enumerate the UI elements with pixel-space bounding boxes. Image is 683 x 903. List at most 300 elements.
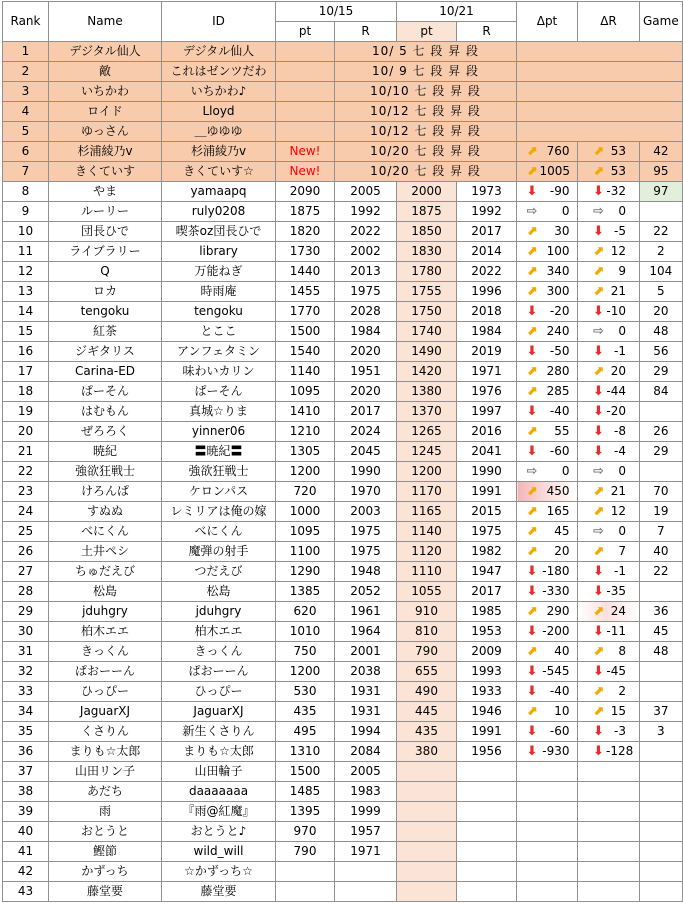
delta-r-value: 0	[618, 464, 626, 478]
pt-1015-cell: 1200	[276, 662, 335, 682]
delta-r-cell	[578, 842, 640, 862]
delta-r-value: -128	[606, 744, 634, 758]
name-cell: 紅茶	[49, 322, 162, 342]
pt-1021-cell: 1420	[397, 362, 457, 382]
pt-1021-cell: 1850	[397, 222, 457, 242]
name-cell: 雨	[49, 802, 162, 822]
r-1021-cell: 2009	[457, 642, 517, 662]
rank-cell: 42	[3, 862, 49, 882]
promotion-text: 10/12 七 段 昇 段	[335, 102, 517, 122]
arrow-down-icon: ⬇	[593, 424, 604, 439]
id-cell: ぱーそん	[162, 382, 276, 402]
pt-1015-cell: 1310	[276, 742, 335, 762]
delta-pt-value: -20	[549, 304, 570, 318]
delta-r-value: -4	[614, 444, 626, 458]
pt-1021-cell	[397, 802, 457, 822]
table-row	[3, 462, 683, 482]
delta-pt-cell	[517, 662, 578, 682]
delta-pt-value: -40	[549, 404, 570, 418]
r-1021-cell: 1982	[457, 542, 517, 562]
name-cell: まりも☆太郎	[49, 742, 162, 762]
delta-pt-cell	[517, 482, 578, 502]
delta-pt-cell	[517, 242, 578, 262]
name-cell: ぜろろく	[49, 422, 162, 442]
delta-pt-cell	[517, 762, 578, 782]
name-cell: 団長ひで	[49, 222, 162, 242]
delta-r-value: -11	[606, 624, 626, 638]
rank-cell: 28	[3, 582, 49, 602]
promotion-strike	[517, 82, 683, 102]
delta-r-cell	[578, 402, 640, 422]
pt-1021-cell: 435	[397, 722, 457, 742]
pt-1021-cell: 1120	[397, 542, 457, 562]
delta-r-cell	[578, 722, 640, 742]
rank-cell: 24	[3, 502, 49, 522]
delta-r-cell	[578, 522, 640, 542]
name-cell: ルーリー	[49, 202, 162, 222]
rank-cell: 1	[3, 42, 49, 62]
delta-r-cell	[578, 862, 640, 882]
table-body	[3, 2, 683, 902]
r-1015-cell: 1964	[335, 622, 397, 642]
name-cell: 敵	[49, 62, 162, 82]
game-cell: 22	[640, 222, 683, 242]
delta-r-cell	[578, 502, 640, 522]
delta-pt-cell	[517, 342, 578, 362]
pt-1021-cell: 1140	[397, 522, 457, 542]
delta-r-value: -5	[614, 224, 626, 238]
rank-cell: 21	[3, 442, 49, 462]
delta-r-cell	[578, 802, 640, 822]
name-cell: かずっち	[49, 862, 162, 882]
game-cell: 48	[640, 642, 683, 662]
name-cell: ゆっさん	[49, 122, 162, 142]
rank-cell: 16	[3, 342, 49, 362]
pt-1015-cell: 720	[276, 482, 335, 502]
new-badge	[276, 82, 335, 102]
arrow-up-right-icon: ⬈	[526, 424, 538, 439]
game-cell: 84	[640, 382, 683, 402]
delta-r-cell	[578, 562, 640, 582]
id-cell: ＿ゆゆゆ	[162, 122, 276, 142]
new-badge	[276, 62, 335, 82]
pt-1015-cell: 1305	[276, 442, 335, 462]
delta-pt-cell	[517, 162, 578, 182]
name-cell: JaguarXJ	[49, 702, 162, 722]
r-1021-cell	[457, 842, 517, 862]
arrow-up-right-icon: ⬈	[526, 144, 538, 159]
rank-cell: 9	[3, 202, 49, 222]
arrow-down-icon: ⬇	[593, 724, 604, 739]
game-cell	[640, 662, 683, 682]
new-badge	[276, 102, 335, 122]
id-cell: 強欲狂戦士	[162, 462, 276, 482]
name-cell: べにくん	[49, 522, 162, 542]
header-pt-1021: pt	[397, 22, 457, 42]
pt-1021-cell: 2000	[397, 182, 457, 202]
delta-pt-cell	[517, 502, 578, 522]
id-cell: jduhgry	[162, 602, 276, 622]
promotion-text: 10/12 七 段 昇 段	[335, 122, 517, 142]
pt-1021-cell: 1380	[397, 382, 457, 402]
arrow-up-right-icon: ⬈	[526, 644, 538, 659]
delta-r-value: 7	[618, 544, 626, 558]
r-1021-cell: 1991	[457, 722, 517, 742]
pt-1021-cell: 1110	[397, 562, 457, 582]
pt-1021-cell	[397, 822, 457, 842]
rank-cell: 14	[3, 302, 49, 322]
delta-pt-cell	[517, 602, 578, 622]
delta-r-cell	[578, 382, 640, 402]
pt-1015-cell: 1540	[276, 342, 335, 362]
r-1021-cell: 1990	[457, 462, 517, 482]
r-1015-cell: 2020	[335, 342, 397, 362]
delta-pt-cell	[517, 862, 578, 882]
pt-1021-cell: 790	[397, 642, 457, 662]
name-cell: けろんぱ	[49, 482, 162, 502]
arrow-down-icon: ⬇	[593, 444, 604, 459]
id-cell: 万能ねぎ	[162, 262, 276, 282]
arrow-right-icon: ⇨	[593, 324, 604, 339]
r-1021-cell: 1975	[457, 522, 517, 542]
table-row	[3, 482, 683, 502]
name-cell: ぱおーーん	[49, 662, 162, 682]
arrow-up-right-icon: ⬈	[593, 604, 604, 619]
delta-pt-value: 1005	[539, 164, 571, 178]
r-1021-cell: 1985	[457, 602, 517, 622]
delta-pt-cell	[517, 542, 578, 562]
delta-pt-cell	[517, 522, 578, 542]
rank-cell: 41	[3, 842, 49, 862]
delta-pt-value: -545	[542, 664, 570, 678]
pt-1015-cell: 1500	[276, 322, 335, 342]
name-cell: 藤堂要	[49, 882, 162, 902]
pt-1015-cell: 1395	[276, 802, 335, 822]
rank-cell: 7	[3, 162, 49, 182]
delta-pt-cell	[517, 202, 578, 222]
r-1015-cell: 1990	[335, 462, 397, 482]
id-cell: yinner06	[162, 422, 276, 442]
name-cell: あだち	[49, 782, 162, 802]
delta-pt-value: 300	[546, 284, 570, 298]
delta-pt-cell	[517, 362, 578, 382]
pt-1015-cell: 495	[276, 722, 335, 742]
name-cell: きくていす	[49, 162, 162, 182]
delta-r-value: -3	[614, 724, 626, 738]
r-1021-cell: 2017	[457, 222, 517, 242]
arrow-up-right-icon: ⬈	[526, 364, 538, 379]
delta-r-cell	[578, 202, 640, 222]
delta-pt-cell	[517, 822, 578, 842]
pt-1021-cell: 810	[397, 622, 457, 642]
arrow-up-right-icon: ⬈	[526, 224, 538, 239]
name-cell: 杉浦綾乃v	[49, 142, 162, 162]
delta-pt-value: 340	[546, 264, 570, 278]
delta-r-cell	[578, 662, 640, 682]
delta-pt-cell	[517, 442, 578, 462]
delta-r-cell	[578, 362, 640, 382]
pt-1015-cell: 1100	[276, 542, 335, 562]
arrow-up-right-icon: ⬈	[593, 504, 604, 519]
rank-cell: 8	[3, 182, 49, 202]
delta-pt-value: 285	[546, 384, 570, 398]
id-cell: いちかわ♪	[162, 82, 276, 102]
id-cell: 喫茶oz団長ひで	[162, 222, 276, 242]
delta-pt-cell	[517, 322, 578, 342]
name-cell: おとうと	[49, 822, 162, 842]
r-1015-cell: 1971	[335, 842, 397, 862]
promotion-row	[3, 162, 683, 182]
arrow-up-right-icon: ⬈	[526, 604, 538, 619]
r-1015-cell: 1931	[335, 702, 397, 722]
id-cell: 真城☆りま	[162, 402, 276, 422]
r-1015-cell: 1992	[335, 202, 397, 222]
arrow-up-right-icon: ⬈	[526, 284, 538, 299]
rank-cell: 18	[3, 382, 49, 402]
delta-r-cell	[578, 642, 640, 662]
arrow-down-icon: ⬇	[526, 744, 538, 759]
rank-cell: 27	[3, 562, 49, 582]
rank-cell: 38	[3, 782, 49, 802]
pt-1015-cell: 1385	[276, 582, 335, 602]
delta-pt-value: 20	[554, 544, 570, 558]
id-cell: ケロンパス	[162, 482, 276, 502]
rank-cell: 43	[3, 882, 49, 902]
pt-1015-cell: 435	[276, 702, 335, 722]
r-1021-cell: 2019	[457, 342, 517, 362]
r-1015-cell: 1983	[335, 782, 397, 802]
name-cell: ちゅだえび	[49, 562, 162, 582]
delta-pt-value: -50	[549, 344, 570, 358]
promotion-row	[3, 82, 683, 102]
table-row	[3, 342, 683, 362]
arrow-right-icon: ⇨	[526, 464, 538, 479]
rank-cell: 15	[3, 322, 49, 342]
game-cell: 26	[640, 422, 683, 442]
game-cell	[640, 802, 683, 822]
table-row	[3, 522, 683, 542]
pt-1015-cell: 1000	[276, 502, 335, 522]
delta-pt-cell	[517, 642, 578, 662]
id-cell: 柏木エエ	[162, 622, 276, 642]
promotion-strike	[517, 42, 683, 62]
delta-pt-cell	[517, 142, 578, 162]
r-1015-cell: 1984	[335, 322, 397, 342]
delta-pt-value: 40	[554, 644, 570, 658]
name-cell: ジギタリス	[49, 342, 162, 362]
id-cell: 時雨庵	[162, 282, 276, 302]
table-row	[3, 702, 683, 722]
r-1015-cell	[335, 882, 397, 902]
pt-1021-cell: 1750	[397, 302, 457, 322]
arrow-up-right-icon: ⬈	[526, 544, 538, 559]
delta-r-value: -1	[614, 564, 626, 578]
pt-1015-cell: 1500	[276, 762, 335, 782]
table-row	[3, 842, 683, 862]
game-cell	[640, 882, 683, 902]
pt-1015-cell: 790	[276, 842, 335, 862]
name-cell: jduhgry	[49, 602, 162, 622]
delta-pt-cell	[517, 282, 578, 302]
game-cell: 40	[640, 542, 683, 562]
delta-pt-cell	[517, 722, 578, 742]
delta-pt-value: -180	[542, 564, 570, 578]
r-1015-cell: 2002	[335, 242, 397, 262]
delta-r-value: -45	[606, 664, 626, 678]
arrow-down-icon: ⬇	[593, 744, 604, 759]
rank-cell: 23	[3, 482, 49, 502]
table-row	[3, 602, 683, 622]
rank-cell: 5	[3, 122, 49, 142]
table-row	[3, 502, 683, 522]
delta-pt-value: 0	[561, 464, 570, 478]
delta-r-cell	[578, 702, 640, 722]
delta-r-value: -8	[614, 424, 626, 438]
game-cell: 20	[640, 302, 683, 322]
arrow-up-right-icon: ⬈	[593, 264, 604, 279]
name-cell: くさりん	[49, 722, 162, 742]
r-1015-cell: 2024	[335, 422, 397, 442]
delta-pt-cell	[517, 782, 578, 802]
name-cell: デジタル仙人	[49, 42, 162, 62]
rank-cell: 36	[3, 742, 49, 762]
pt-1015-cell: 1875	[276, 202, 335, 222]
rank-cell: 20	[3, 422, 49, 442]
delta-pt-cell	[517, 562, 578, 582]
r-1021-cell: 1953	[457, 622, 517, 642]
game-cell: 5	[640, 282, 683, 302]
delta-pt-value: -330	[542, 584, 570, 598]
pt-1021-cell: 1055	[397, 582, 457, 602]
id-cell: きっくん	[162, 642, 276, 662]
r-1021-cell	[457, 782, 517, 802]
delta-r-value: -32	[606, 184, 626, 198]
game-cell	[640, 862, 683, 882]
arrow-down-icon: ⬇	[526, 564, 538, 579]
r-1015-cell: 2052	[335, 582, 397, 602]
id-cell: wild_will	[162, 842, 276, 862]
r-1015-cell: 2045	[335, 442, 397, 462]
promotion-row	[3, 122, 683, 142]
name-cell: 松島	[49, 582, 162, 602]
new-badge	[276, 42, 335, 62]
rank-cell: 29	[3, 602, 49, 622]
game-cell: 56	[640, 342, 683, 362]
delta-pt-cell	[517, 882, 578, 902]
table-row	[3, 442, 683, 462]
delta-r-cell	[578, 682, 640, 702]
game-cell: 3	[640, 722, 683, 742]
delta-r-cell	[578, 542, 640, 562]
r-1015-cell: 1994	[335, 722, 397, 742]
pt-1021-cell	[397, 842, 457, 862]
r-1021-cell: 1984	[457, 322, 517, 342]
game-cell	[640, 822, 683, 842]
table-row	[3, 282, 683, 302]
delta-r-cell	[578, 762, 640, 782]
name-cell: きっくん	[49, 642, 162, 662]
name-cell: すぬぬ	[49, 502, 162, 522]
r-1015-cell: 2005	[335, 762, 397, 782]
pt-1021-cell: 1245	[397, 442, 457, 462]
pt-1021-cell: 1740	[397, 322, 457, 342]
promotion-text: 10/20 七 段 昇 段	[335, 162, 517, 182]
id-cell: daaaaaaa	[162, 782, 276, 802]
game-cell	[640, 462, 683, 482]
game-cell: 29	[640, 442, 683, 462]
arrow-down-icon: ⬇	[593, 224, 604, 239]
pt-1015-cell: 530	[276, 682, 335, 702]
pt-1015-cell: 1770	[276, 302, 335, 322]
delta-r-value: -10	[606, 304, 626, 318]
r-1021-cell: 2016	[457, 422, 517, 442]
pt-1021-cell: 1780	[397, 262, 457, 282]
header-id: ID	[162, 2, 276, 42]
delta-r-value: 0	[618, 524, 626, 538]
promotion-row	[3, 102, 683, 122]
header-date-1021: 10/21	[397, 2, 517, 22]
new-badge	[276, 122, 335, 142]
r-1015-cell: 1975	[335, 282, 397, 302]
rank-cell: 4	[3, 102, 49, 122]
delta-pt-value: 290	[546, 604, 570, 618]
arrow-up-right-icon: ⬈	[593, 644, 604, 659]
promotion-text: 10/20 七 段 昇 段	[335, 142, 517, 162]
delta-r-value: 53	[610, 144, 626, 158]
arrow-up-right-icon: ⬈	[593, 244, 604, 259]
table-row	[3, 822, 683, 842]
rank-cell: 19	[3, 402, 49, 422]
rank-cell: 39	[3, 802, 49, 822]
id-cell: おとうと♪	[162, 822, 276, 842]
delta-r-value: 12	[610, 504, 626, 518]
delta-r-value: 0	[618, 204, 626, 218]
game-cell	[640, 762, 683, 782]
delta-pt-value: 55	[554, 424, 570, 438]
r-1015-cell: 1975	[335, 522, 397, 542]
r-1021-cell	[457, 862, 517, 882]
arrow-right-icon: ⇨	[526, 204, 538, 219]
delta-pt-value: -60	[549, 724, 570, 738]
delta-pt-cell	[517, 422, 578, 442]
r-1015-cell: 1951	[335, 362, 397, 382]
delta-pt-value: 450	[546, 484, 570, 498]
name-cell: 鰹節	[49, 842, 162, 862]
promotion-row	[3, 42, 683, 62]
id-cell: 〓暁紀〓	[162, 442, 276, 462]
delta-pt-value: 165	[546, 504, 570, 518]
r-1015-cell: 2017	[335, 402, 397, 422]
pt-1021-cell	[397, 762, 457, 782]
pt-1015-cell	[276, 882, 335, 902]
delta-r-cell	[578, 142, 640, 162]
table-row	[3, 622, 683, 642]
r-1021-cell: 1933	[457, 682, 517, 702]
r-1015-cell: 1999	[335, 802, 397, 822]
delta-pt-value: -60	[549, 444, 570, 458]
arrow-right-icon: ⇨	[593, 464, 604, 479]
table-row	[3, 422, 683, 442]
id-cell: library	[162, 242, 276, 262]
table-row	[3, 302, 683, 322]
table-row	[3, 802, 683, 822]
rank-cell: 12	[3, 262, 49, 282]
id-cell: とここ	[162, 322, 276, 342]
table-row	[3, 362, 683, 382]
arrow-down-icon: ⬇	[526, 664, 538, 679]
table-row	[3, 742, 683, 762]
delta-pt-cell	[517, 382, 578, 402]
